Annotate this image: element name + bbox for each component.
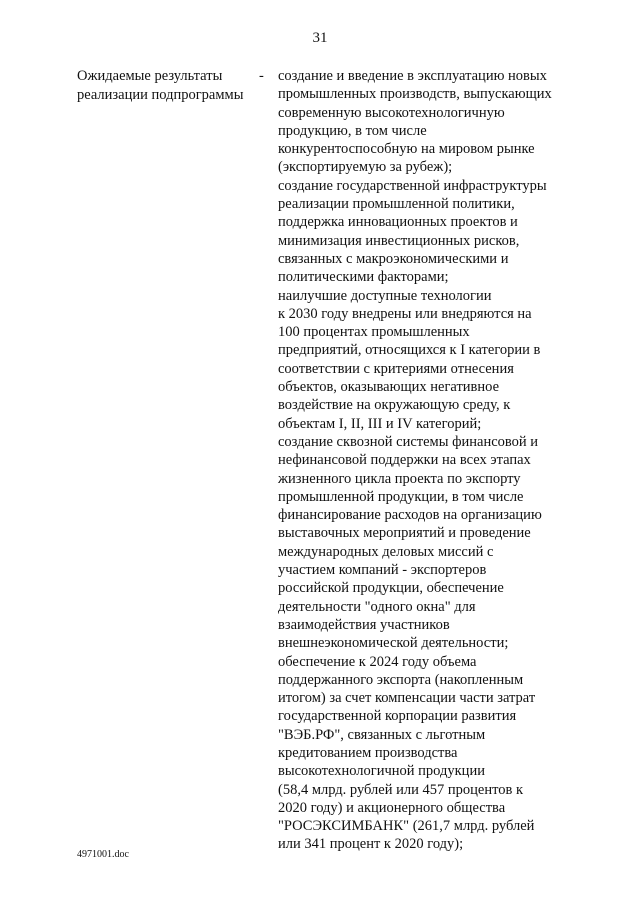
text-line: кредитованием производства — [278, 744, 458, 761]
text-line: наилучшие доступные технологии — [278, 287, 492, 304]
text-line: промышленной продукции, в том числе — [278, 488, 524, 505]
separator-dash: - — [259, 68, 264, 84]
text-line: участием компаний - экспортеров — [278, 562, 487, 579]
text-line: продукцию, в том числе — [278, 122, 427, 139]
text-line: (58,4 млрд. рублей или 457 процентов к — [278, 781, 523, 798]
text-line: воздействие на окружающую среду, к — [278, 397, 511, 414]
text-line: минимизация инвестиционных рисков, — [278, 232, 520, 249]
text-line: итогом) за счет компенсации части затрат — [278, 690, 536, 707]
section-label-line: Ожидаемые результаты — [77, 68, 223, 84]
text-line: высокотехнологичной продукции — [278, 763, 485, 780]
text-line: поддержка инновационных проектов и — [278, 214, 518, 231]
text-line: 2020 году) и акционерного общества — [278, 799, 506, 816]
text-line: государственной корпорации развития — [278, 708, 517, 725]
results-text — [278, 67, 578, 854]
page-number: 31 — [312, 30, 328, 46]
text-line: 100 процентах промышленных — [278, 324, 470, 341]
text-line: связанных с макроэкономическими и — [278, 250, 509, 267]
section-label — [77, 67, 252, 104]
text-line: соответствии с критериями отнесения — [278, 360, 514, 377]
text-line: создание сквозной системы финансовой и — [278, 433, 539, 450]
text-line: обеспечение к 2024 году объема — [278, 653, 477, 670]
text-line: создание и введение в эксплуатацию новых — [278, 68, 547, 84]
text-line: "ВЭБ.РФ", связанных с льготным — [278, 726, 486, 743]
text-line: к 2030 году внедрены или внедряются на — [278, 305, 532, 322]
text-line: предприятий, относящихся к I категории в — [278, 342, 541, 359]
text-line: современную высокотехнологичную — [278, 104, 505, 121]
text-line: международных деловых миссий с — [278, 543, 494, 560]
text-line: российской продукции, обеспечение — [278, 580, 504, 597]
text-line: взаимодействия участников — [278, 616, 450, 633]
text-line: объектам I, II, III и IV категорий; — [278, 415, 482, 432]
text-line: политическими факторами; — [278, 269, 449, 286]
text-line: (экспортируемую за рубеж); — [278, 159, 453, 176]
text-line: жизненного цикла проекта по экспорту — [278, 470, 521, 487]
text-line: выставочных мероприятий и проведение — [278, 525, 531, 542]
text-line: или 341 процент к 2020 году); — [278, 836, 464, 853]
section-label-line: реализации подпрограммы — [77, 86, 244, 103]
text-line: "РОСЭКСИМБАНК" (261,7 млрд. рублей — [278, 818, 535, 835]
text-line: финансирование расходов на организацию — [278, 507, 542, 524]
text-line: внешнеэкономической деятельности; — [278, 635, 509, 652]
text-line: создание государственной инфраструктуры — [278, 177, 547, 194]
text-line: объектов, оказывающих негативное — [278, 379, 500, 396]
text-line: нефинансовой поддержки на всех этапах — [278, 452, 531, 469]
text-line: конкурентоспособную на мировом рынке — [278, 141, 535, 158]
text-line: деятельности "одного окна" для — [278, 598, 476, 615]
text-line: промышленных производств, выпускающих — [278, 86, 552, 103]
document-filename: 4971001.doc — [77, 849, 129, 860]
text-line: реализации промышленной политики, — [278, 196, 515, 213]
text-line: поддержанного экспорта (накопленным — [278, 671, 524, 688]
